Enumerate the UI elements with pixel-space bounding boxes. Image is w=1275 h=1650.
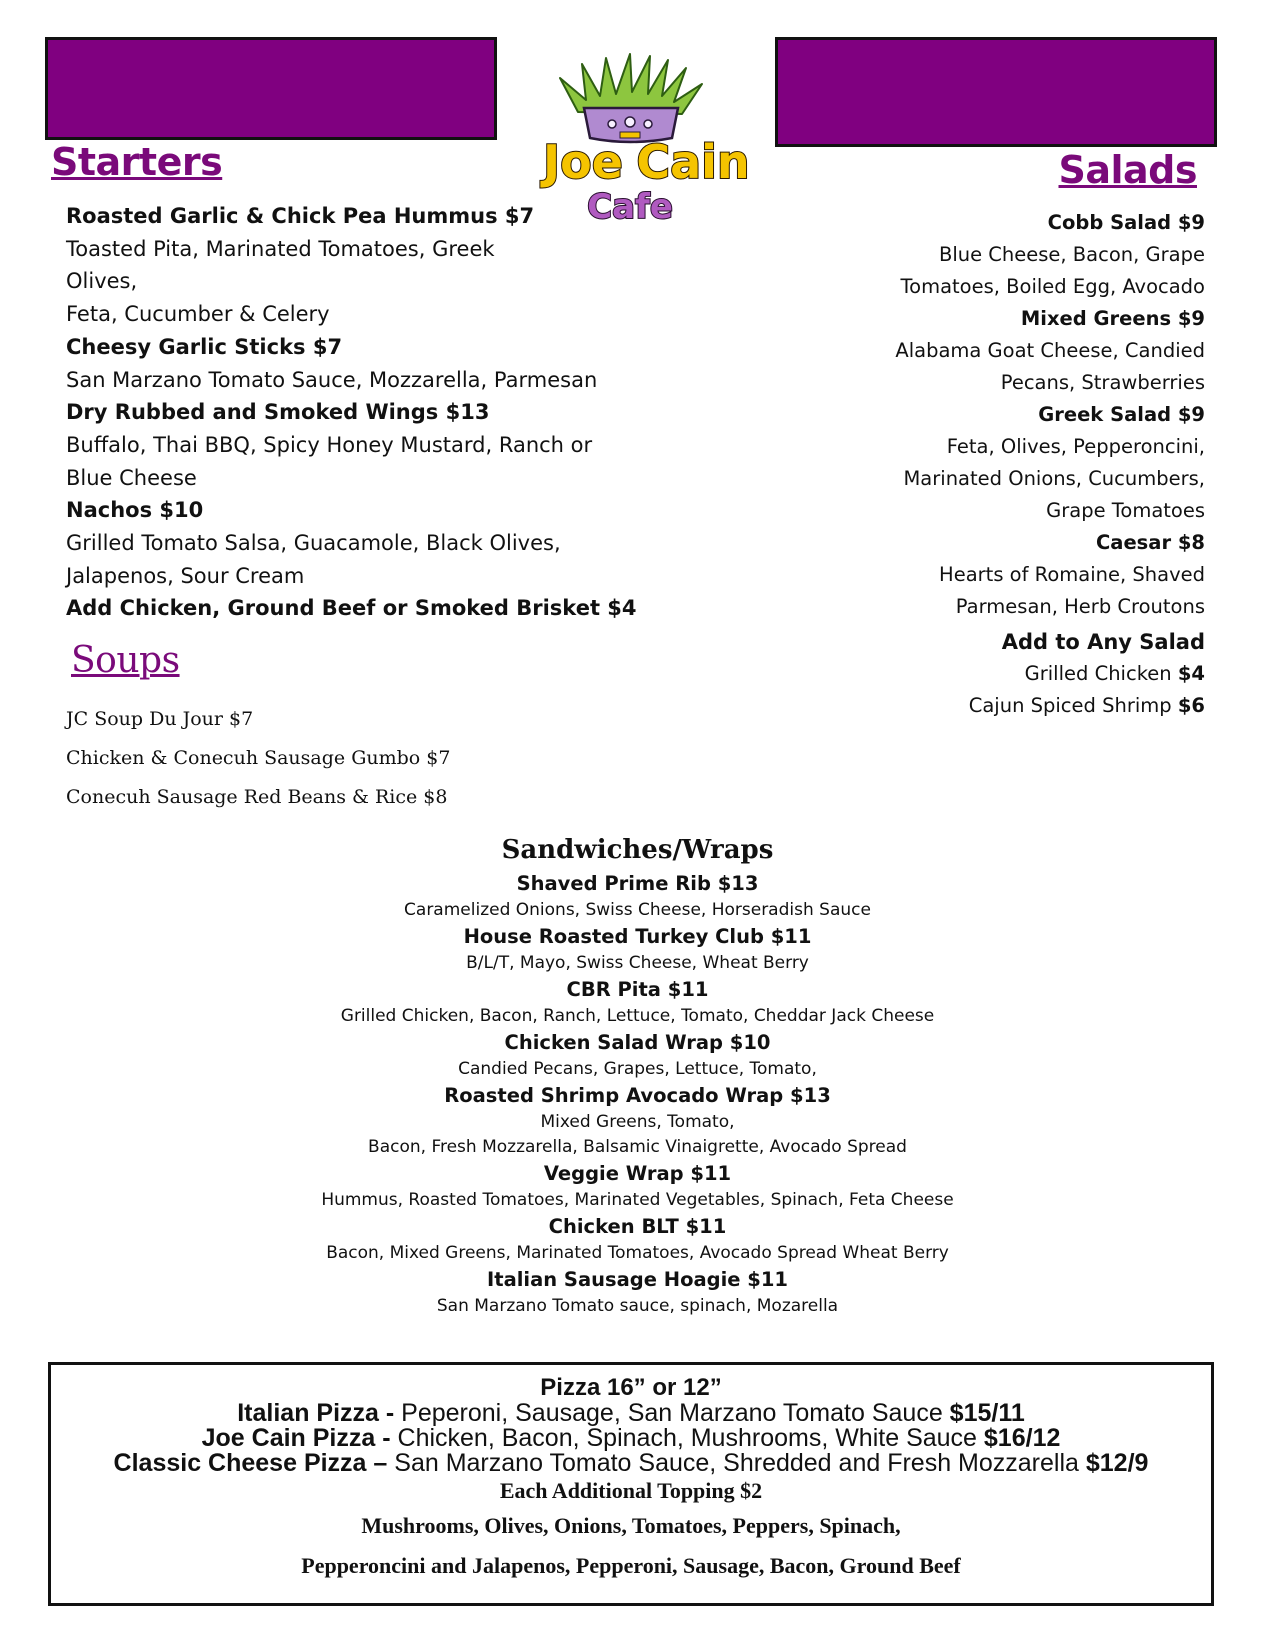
- sandwiches-title: Sandwiches/Wraps: [501, 835, 774, 865]
- pizza-section: [48, 1362, 1214, 1606]
- salad-addon-label: Cajun Spiced Shrimp: [968, 694, 1172, 717]
- sandwich-item-desc: Hummus, Roasted Tomatoes, Marinated Vegetables, Spinach, Feta Cheese: [321, 1190, 954, 1210]
- salad-addons-title: Add to Any Salad: [1001, 630, 1205, 654]
- sandwich-item-name: House Roasted Turkey Club $11: [463, 925, 812, 948]
- pizza-title: Pizza 16” or 12”: [540, 1374, 722, 1401]
- pizza-item-price: $16/12: [983, 1424, 1061, 1452]
- starter-item-name: Add Chicken, Ground Beef or Smoked Brisket $4: [66, 596, 637, 621]
- salads-list: [805, 207, 1205, 722]
- pizza-item-name: Classic Cheese Pizza –: [113, 1449, 388, 1477]
- pizza-item-name: Joe Cain Pizza -: [201, 1424, 391, 1452]
- salad-addon-price: $6: [1177, 694, 1205, 717]
- sandwich-item-name: Veggie Wrap $11: [543, 1162, 732, 1185]
- pizza-item-price: $12/9: [1085, 1449, 1149, 1477]
- sandwich-item-desc: San Marzano Tomato sauce, spinach, Mozarella: [436, 1296, 839, 1316]
- salad-item-desc: Feta, Olives, Pepperoncini,: [946, 435, 1205, 458]
- pizza-item: [51, 1426, 1211, 1451]
- pizza-item-desc: Peperoni, Sausage, San Marzano Tomato Sauce: [394, 1399, 950, 1427]
- starter-item-name: Roasted Garlic & Chick Pea Hummus $7: [66, 204, 535, 228]
- salad-item-desc: Marinated Onions, Cucumbers,: [903, 467, 1205, 490]
- sandwich-item-desc: Candied Pecans, Grapes, Lettuce, Tomato,: [458, 1059, 817, 1079]
- logo-word-cafe: Cafe: [587, 187, 673, 227]
- salad-item-desc: Grape Tomatoes: [1046, 499, 1205, 522]
- sandwich-item-desc: B/L/T, Mayo, Swiss Cheese, Wheat Berry: [466, 953, 809, 973]
- logo-word-cain: Cain: [636, 135, 750, 189]
- starter-item-name: Nachos $10: [66, 498, 204, 523]
- header-banner-left: [45, 37, 497, 140]
- starter-item-desc: Blue Cheese: [66, 465, 197, 490]
- sandwich-item-desc: Mixed Greens, Tomato,: [540, 1112, 735, 1132]
- salad-addon-label: Grilled Chicken: [1024, 662, 1172, 685]
- sandwich-item-desc: Bacon, Mixed Greens, Marinated Tomatoes, Avocado Spread Wheat Berry: [326, 1243, 949, 1263]
- sandwich-item-name: Chicken Salad Wrap $10: [504, 1031, 771, 1054]
- salad-addon: [805, 658, 1205, 690]
- salads-title: Salads: [1058, 148, 1197, 192]
- salad-item-name: Mixed Greens $9: [1020, 307, 1205, 330]
- salad-item-desc: Blue Cheese, Bacon, Grape: [938, 243, 1205, 266]
- sandwich-item-name: Shaved Prime Rib $13: [516, 872, 759, 895]
- toppings-line: Pepperoncini and Jalapenos, Pepperoni, Sausage, Bacon, Ground Beef: [301, 1553, 961, 1578]
- starter-item-name: Cheesy Garlic Sticks $7: [66, 334, 343, 359]
- sandwich-item-desc: Caramelized Onions, Swiss Cheese, Horseradish Sauce: [404, 900, 871, 920]
- starters-title: Starters: [51, 140, 223, 184]
- salad-item-desc: Alabama Goat Cheese, Candied: [895, 339, 1205, 362]
- soup-item: Conecuh Sausage Red Beans & Rice $8: [66, 786, 448, 808]
- header-banner-right: [775, 37, 1217, 147]
- pizza-item-price: $15/11: [949, 1399, 1025, 1427]
- pizza-item: [51, 1451, 1211, 1476]
- soups-title: Soups: [71, 640, 180, 681]
- topping-note: Each Additional Topping $2: [499, 1478, 763, 1503]
- salad-item-name: Greek Salad $9: [1038, 403, 1205, 426]
- pizza-item-name: Italian Pizza -: [237, 1399, 395, 1427]
- soup-item: JC Soup Du Jour $7: [66, 708, 254, 730]
- toppings-line: Mushrooms, Olives, Onions, Tomatoes, Peppers, Spinach,: [361, 1513, 901, 1538]
- salad-item-desc: Hearts of Romaine, Shaved: [939, 563, 1205, 586]
- pizza-items: [51, 1401, 1211, 1476]
- sandwich-item-name: Italian Sausage Hoagie $11: [487, 1268, 788, 1291]
- sandwich-item-name: Chicken BLT $11: [548, 1215, 727, 1238]
- salad-item-desc: Tomatoes, Boiled Egg, Avocado: [900, 275, 1205, 298]
- soup-item: Chicken & Conecuh Sausage Gumbo $7: [66, 747, 451, 769]
- sandwich-item-desc: Grilled Chicken, Bacon, Ranch, Lettuce, Tomato, Cheddar Jack Cheese: [340, 1006, 935, 1026]
- sandwich-item-desc: Bacon, Fresh Mozzarella, Balsamic Vinaigrette, Avocado Spread: [368, 1137, 907, 1157]
- starter-item-name: Dry Rubbed and Smoked Wings $13: [66, 400, 490, 425]
- pizza-item-desc: San Marzano Tomato Sauce, Shredded and Fresh Mozzarella: [387, 1449, 1086, 1477]
- starter-item-desc: San Marzano Tomato Sauce, Mozzarella, Parmesan: [66, 367, 598, 392]
- starter-item-desc: Grilled Tomato Salsa, Guacamole, Black Olives,: [66, 531, 561, 556]
- salad-item-desc: Pecans, Strawberries: [1000, 371, 1205, 394]
- logo-word-joe: Joe: [543, 135, 623, 189]
- starter-item-desc: Buffalo, Thai BBQ, Spicy Honey Mustard, Ranch or: [66, 432, 593, 457]
- sandwich-item-name: CBR Pita $11: [566, 978, 709, 1001]
- pizza-item-desc: Chicken, Bacon, Spinach, Mushrooms, White Sauce: [390, 1424, 984, 1452]
- sandwiches-section: [0, 830, 1275, 1319]
- starters-list: [66, 200, 637, 625]
- soups-list: [66, 700, 566, 817]
- starter-item-desc: Feta, Cucumber & Celery: [66, 302, 330, 327]
- salad-item-desc: Parmesan, Herb Croutons: [955, 595, 1205, 618]
- pizza-item: [51, 1401, 1211, 1426]
- salad-addon-price: $4: [1177, 662, 1205, 685]
- starter-item-desc: Toasted Pita, Marinated Tomatoes, Greek: [66, 236, 495, 261]
- salad-item-name: Caesar $8: [1095, 531, 1205, 554]
- salad-item-name: Cobb Salad $9: [1047, 211, 1205, 234]
- starter-item-desc: Jalapenos, Sour Cream: [66, 563, 305, 588]
- salad-addon: [805, 690, 1205, 722]
- sandwich-item-name: Roasted Shrimp Avocado Wrap $13: [444, 1084, 831, 1107]
- starter-item-desc: Olives,: [66, 269, 138, 294]
